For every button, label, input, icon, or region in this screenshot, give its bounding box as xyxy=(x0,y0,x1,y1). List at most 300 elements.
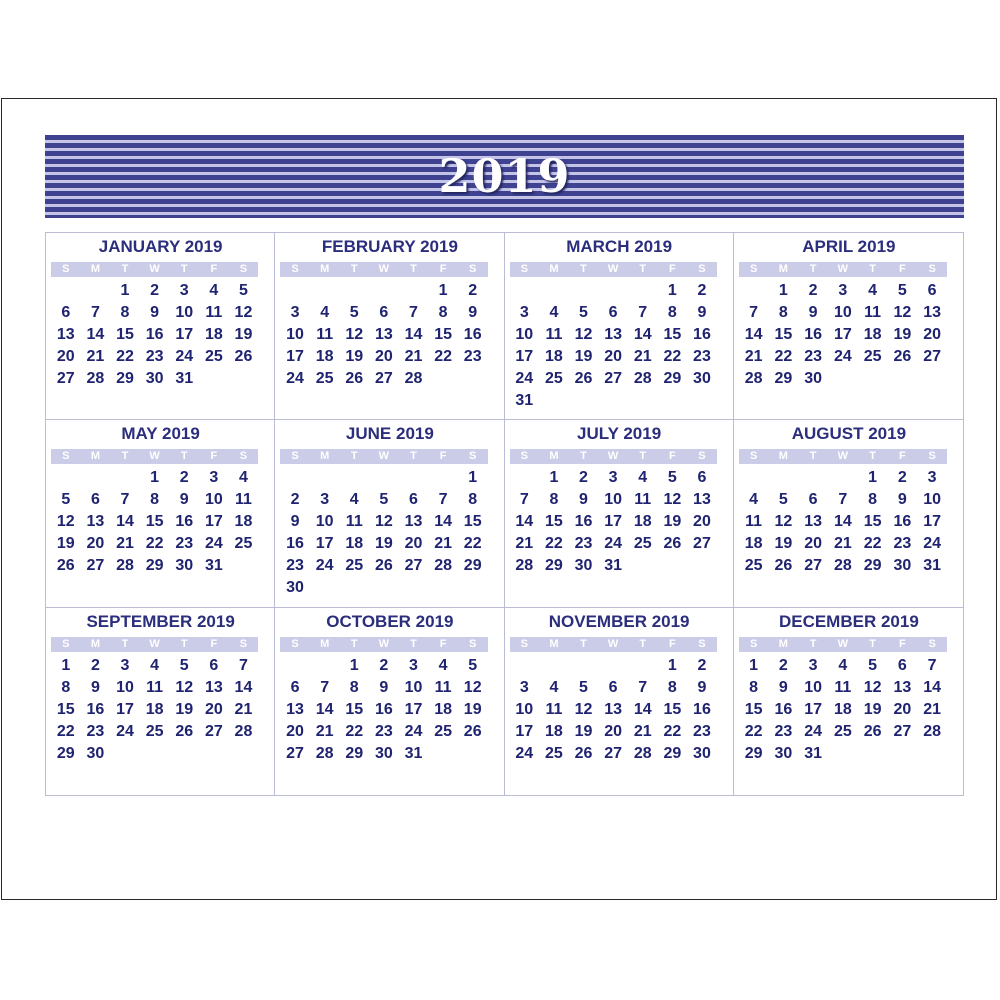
day-number: 16 xyxy=(374,700,393,718)
day-number: 4 xyxy=(749,491,759,509)
weekday-letter: S xyxy=(520,450,528,463)
day-number: 13 xyxy=(286,700,304,718)
day-number: 10 xyxy=(515,700,534,718)
day-number: 26 xyxy=(345,370,364,387)
day-number: 21 xyxy=(315,722,334,740)
day-number: 26 xyxy=(463,722,482,740)
day-number: 30 xyxy=(574,557,593,575)
day-number: 5 xyxy=(579,678,588,696)
day-number: 3 xyxy=(608,469,618,487)
day-number: 7 xyxy=(320,678,330,696)
day-number: 21 xyxy=(116,535,134,553)
day-number: 17 xyxy=(604,513,623,531)
day-number: 30 xyxy=(86,744,105,762)
day-number: 12 xyxy=(374,513,393,531)
weekday-letter: T xyxy=(180,637,188,650)
day-number: 15 xyxy=(545,513,563,531)
day-number: 25 xyxy=(633,535,652,553)
month-block xyxy=(734,233,963,420)
day-number: 29 xyxy=(145,557,164,575)
day-number: 12 xyxy=(774,513,793,531)
day-number: 10 xyxy=(923,491,942,509)
day-number: 17 xyxy=(515,348,534,365)
day-number: 4 xyxy=(549,678,559,696)
day-number: 26 xyxy=(574,744,593,762)
day-number: 21 xyxy=(515,535,534,553)
weekday-letter: T xyxy=(809,263,817,275)
day-number: 7 xyxy=(238,656,248,674)
month-block xyxy=(734,608,963,795)
day-number: 24 xyxy=(515,744,534,762)
day-number: 20 xyxy=(86,535,105,553)
weekday-letter: W xyxy=(378,263,390,275)
day-number: 23 xyxy=(463,348,482,365)
day-number: 5 xyxy=(667,469,677,487)
day-number: 6 xyxy=(379,304,389,321)
weekday-letter: T xyxy=(350,637,358,650)
day-number: 13 xyxy=(604,326,623,343)
day-number: 19 xyxy=(234,326,253,343)
day-number: 21 xyxy=(633,348,652,365)
weekday-letter: T xyxy=(180,450,188,463)
day-number: 23 xyxy=(893,535,912,553)
weekday-letter: M xyxy=(549,263,559,275)
day-number: 17 xyxy=(923,513,942,531)
day-number: 1 xyxy=(778,282,788,299)
day-number: 24 xyxy=(604,535,623,553)
day-number: 19 xyxy=(574,348,593,365)
weekday-letter: S xyxy=(698,263,706,275)
month-title: DECEMBER 2019 xyxy=(778,611,919,631)
day-number: 20 xyxy=(286,722,304,740)
day-number: 8 xyxy=(120,304,130,321)
weekday-letter: M xyxy=(549,637,559,650)
day-number: 28 xyxy=(86,370,105,387)
day-number: 26 xyxy=(56,557,75,575)
empty-day-cell xyxy=(598,280,628,302)
day-number: 2 xyxy=(290,491,300,509)
month-block xyxy=(46,233,275,420)
month-title: OCTOBER 2019 xyxy=(326,611,454,631)
day-grid xyxy=(739,467,947,577)
day-number: 9 xyxy=(808,304,818,321)
weekday-letter: S xyxy=(291,637,299,650)
day-number: 19 xyxy=(345,348,364,365)
day-number: 14 xyxy=(234,678,253,696)
day-number: 17 xyxy=(175,326,194,343)
weekday-header xyxy=(280,449,487,464)
weekday-letter: F xyxy=(439,450,447,463)
weekday-letter: W xyxy=(607,263,619,275)
empty-day-cell xyxy=(769,467,799,489)
month-title: AUGUST 2019 xyxy=(791,424,907,444)
day-number: 29 xyxy=(863,557,882,575)
day-number: 30 xyxy=(175,557,194,575)
day-number: 7 xyxy=(927,656,937,674)
day-number: 16 xyxy=(693,326,711,343)
weekday-letter: S xyxy=(698,637,706,650)
day-number: 31 xyxy=(175,370,194,387)
day-number: 8 xyxy=(438,304,448,321)
day-number: 25 xyxy=(545,744,563,762)
day-number: 20 xyxy=(374,348,393,365)
day-number: 9 xyxy=(579,491,588,509)
empty-day-cell xyxy=(628,655,658,677)
day-number: 11 xyxy=(834,678,852,696)
month-block xyxy=(734,420,963,607)
day-number: 26 xyxy=(175,722,194,740)
day-number: 25 xyxy=(204,348,223,365)
day-number: 3 xyxy=(320,491,330,509)
weekday-letter: S xyxy=(469,450,477,463)
day-number: 2 xyxy=(179,469,189,487)
weekday-header xyxy=(739,262,947,277)
weekday-letter: M xyxy=(549,450,559,463)
weekday-letter: S xyxy=(520,263,528,275)
day-number: 11 xyxy=(545,326,563,343)
day-number: 5 xyxy=(349,304,359,321)
day-number: 12 xyxy=(574,326,593,343)
day-number: 31 xyxy=(515,392,534,409)
day-number: 14 xyxy=(744,326,763,343)
day-number: 16 xyxy=(463,326,482,343)
day-number: 4 xyxy=(209,282,219,299)
month-title: MARCH 2019 xyxy=(566,237,673,256)
day-number: 16 xyxy=(693,700,711,718)
weekday-letter: W xyxy=(378,450,390,463)
day-number: 22 xyxy=(774,348,793,365)
empty-day-cell xyxy=(539,280,569,302)
day-number: 27 xyxy=(286,744,304,762)
day-number: 8 xyxy=(749,678,759,696)
month-block xyxy=(46,608,275,795)
day-number: 12 xyxy=(663,491,682,509)
day-number: 5 xyxy=(778,491,788,509)
day-number: 9 xyxy=(179,491,189,509)
day-number: 24 xyxy=(204,535,223,553)
day-number: 26 xyxy=(663,535,682,553)
day-number: 19 xyxy=(663,513,682,531)
day-number: 4 xyxy=(438,656,448,674)
weekday-letter: T xyxy=(639,637,647,650)
day-number: 5 xyxy=(61,491,71,509)
empty-day-cell xyxy=(399,467,429,489)
day-number: 5 xyxy=(379,491,389,509)
day-number: 11 xyxy=(634,491,652,509)
day-number: 24 xyxy=(404,722,423,740)
day-number: 28 xyxy=(404,370,423,387)
day-number: 1 xyxy=(868,469,878,487)
day-number: 2 xyxy=(808,282,818,299)
empty-day-cell xyxy=(310,280,340,302)
day-number: 14 xyxy=(923,678,942,696)
month-title: JANUARY 2019 xyxy=(98,237,223,256)
day-number: 12 xyxy=(574,700,593,718)
day-grid xyxy=(280,655,487,765)
day-number: 28 xyxy=(633,744,652,762)
day-number: 10 xyxy=(604,491,623,509)
day-number: 28 xyxy=(833,557,852,575)
day-number: 2 xyxy=(90,656,100,674)
month-block xyxy=(275,233,504,420)
empty-day-cell xyxy=(628,280,658,302)
day-number: 10 xyxy=(175,304,194,321)
day-number: 27 xyxy=(56,370,75,387)
day-number: 8 xyxy=(667,678,677,696)
day-number: 31 xyxy=(604,557,623,575)
day-number: 4 xyxy=(638,469,648,487)
empty-day-cell xyxy=(598,655,628,677)
empty-day-cell xyxy=(739,280,769,302)
day-number: 7 xyxy=(90,304,100,321)
day-number: 26 xyxy=(374,557,393,575)
day-number: 30 xyxy=(693,744,711,762)
weekday-letter: W xyxy=(378,637,390,650)
day-number: 18 xyxy=(863,326,882,343)
day-number: 30 xyxy=(374,744,393,762)
day-number: 16 xyxy=(145,326,164,343)
weekday-letter: S xyxy=(239,450,248,463)
day-number: 3 xyxy=(179,282,189,299)
day-number: 28 xyxy=(744,370,763,387)
day-number: 26 xyxy=(774,557,793,575)
day-number: 11 xyxy=(316,326,334,343)
day-number: 28 xyxy=(116,557,134,575)
day-number: 17 xyxy=(515,722,534,740)
day-number: 2 xyxy=(778,656,788,674)
day-number: 4 xyxy=(349,491,359,509)
weekday-letter: S xyxy=(698,450,706,463)
day-number: 20 xyxy=(693,513,711,531)
day-number: 2 xyxy=(468,282,478,299)
empty-day-cell xyxy=(739,467,769,489)
day-number: 1 xyxy=(468,469,478,487)
weekday-letter: M xyxy=(778,637,788,650)
day-number: 4 xyxy=(150,656,160,674)
day-number: 23 xyxy=(145,348,164,365)
day-number: 30 xyxy=(804,370,823,387)
day-number: 25 xyxy=(234,535,253,553)
day-number: 3 xyxy=(838,282,848,299)
day-number: 22 xyxy=(463,535,482,553)
day-number: 8 xyxy=(549,491,559,509)
day-number: 19 xyxy=(463,700,482,718)
day-number: 1 xyxy=(120,282,130,299)
day-number: 6 xyxy=(808,491,818,509)
day-number: 5 xyxy=(179,656,189,674)
day-grid xyxy=(51,467,258,577)
day-number: 29 xyxy=(56,744,75,762)
day-number: 15 xyxy=(116,326,134,343)
day-number: 25 xyxy=(145,722,164,740)
day-number: 21 xyxy=(923,700,942,718)
day-number: 22 xyxy=(434,348,452,365)
day-number: 31 xyxy=(204,557,223,575)
weekday-letter: F xyxy=(210,637,218,650)
day-number: 17 xyxy=(833,326,852,343)
day-number: 11 xyxy=(146,678,164,696)
day-number: 9 xyxy=(697,304,707,321)
day-number: 17 xyxy=(286,348,304,365)
day-number: 12 xyxy=(345,326,364,343)
day-number: 28 xyxy=(234,722,253,740)
empty-day-cell xyxy=(280,467,310,489)
weekday-letter: S xyxy=(469,263,477,275)
day-number: 6 xyxy=(61,304,71,321)
day-number: 25 xyxy=(345,557,364,575)
day-number: 23 xyxy=(774,722,793,740)
day-number: 16 xyxy=(774,700,793,718)
weekday-letter: S xyxy=(62,263,70,275)
day-number: 10 xyxy=(204,491,223,509)
day-number: 8 xyxy=(667,304,677,321)
day-number: 14 xyxy=(116,513,134,531)
day-number: 4 xyxy=(868,282,878,299)
month-title: SEPTEMBER 2019 xyxy=(86,611,235,631)
day-number: 28 xyxy=(923,722,942,740)
month-title: JUNE 2019 xyxy=(345,424,434,444)
day-number: 24 xyxy=(315,557,334,575)
day-number: 11 xyxy=(864,304,882,321)
day-number: 10 xyxy=(515,326,534,343)
day-number: 12 xyxy=(56,513,75,531)
day-number: 5 xyxy=(868,656,878,674)
weekday-letter: T xyxy=(639,263,647,275)
weekday-letter: S xyxy=(239,637,248,650)
weekday-letter: S xyxy=(62,450,70,463)
weekday-letter: S xyxy=(62,637,70,650)
weekday-letter: F xyxy=(899,263,906,275)
day-number: 3 xyxy=(209,469,219,487)
day-number: 18 xyxy=(204,326,223,343)
day-number: 6 xyxy=(897,656,907,674)
day-number: 31 xyxy=(404,744,423,762)
day-number: 13 xyxy=(693,491,711,509)
empty-day-cell xyxy=(51,280,81,302)
weekday-letter: S xyxy=(520,637,528,650)
day-number: 8 xyxy=(349,678,359,696)
day-number: 27 xyxy=(604,370,623,387)
day-number: 16 xyxy=(286,535,304,553)
day-number: 29 xyxy=(744,744,763,762)
day-number: 13 xyxy=(893,678,912,696)
day-number: 30 xyxy=(286,579,304,597)
weekday-letter: W xyxy=(837,450,849,463)
day-number: 9 xyxy=(150,304,160,321)
day-number: 9 xyxy=(468,304,478,321)
day-number: 6 xyxy=(90,491,100,509)
weekday-letter: S xyxy=(291,450,299,463)
day-number: 9 xyxy=(379,678,389,696)
day-number: 24 xyxy=(116,722,134,740)
day-number: 18 xyxy=(545,348,563,365)
month-block xyxy=(275,420,504,607)
month-block xyxy=(505,233,734,420)
day-number: 14 xyxy=(434,513,452,531)
day-number: 3 xyxy=(290,304,300,321)
day-number: 20 xyxy=(804,535,823,553)
day-number: 24 xyxy=(175,348,194,365)
weekday-letter: T xyxy=(639,450,647,463)
day-number: 9 xyxy=(90,678,100,696)
day-number: 15 xyxy=(774,326,793,343)
day-number: 29 xyxy=(116,370,134,387)
day-number: 4 xyxy=(838,656,848,674)
day-number: 16 xyxy=(175,513,194,531)
day-number: 25 xyxy=(744,557,763,575)
weekday-header xyxy=(510,637,717,652)
day-number: 3 xyxy=(927,469,937,487)
empty-day-cell xyxy=(81,467,111,489)
weekday-letter: W xyxy=(837,637,849,650)
day-number: 14 xyxy=(633,700,652,718)
day-number: 10 xyxy=(804,678,823,696)
day-number: 1 xyxy=(549,469,559,487)
day-number: 20 xyxy=(56,348,75,365)
day-number: 29 xyxy=(774,370,793,387)
empty-day-cell xyxy=(510,280,540,302)
day-number: 28 xyxy=(515,557,534,575)
weekday-letter: F xyxy=(899,637,906,650)
day-number: 24 xyxy=(923,535,942,553)
weekday-letter: M xyxy=(90,637,100,650)
day-number: 27 xyxy=(693,535,711,553)
empty-day-cell xyxy=(798,467,828,489)
day-number: 23 xyxy=(175,535,194,553)
day-number: 2 xyxy=(579,469,588,487)
day-number: 20 xyxy=(604,722,623,740)
day-number: 6 xyxy=(409,491,418,509)
weekday-letter: T xyxy=(869,637,876,650)
day-number: 18 xyxy=(744,535,763,553)
weekday-letter: S xyxy=(239,263,248,275)
day-number: 11 xyxy=(545,700,563,718)
day-number: 19 xyxy=(774,535,793,553)
weekday-letter: M xyxy=(320,450,330,463)
weekday-letter: W xyxy=(149,263,160,275)
day-number: 5 xyxy=(579,304,588,321)
weekday-letter: M xyxy=(90,263,100,275)
weekday-header xyxy=(739,637,947,652)
day-number: 17 xyxy=(804,700,823,718)
day-grid xyxy=(280,280,487,390)
day-number: 21 xyxy=(404,348,423,365)
day-number: 1 xyxy=(667,282,677,299)
empty-day-cell xyxy=(428,467,458,489)
weekday-header xyxy=(51,449,258,464)
empty-day-cell xyxy=(110,467,140,489)
day-number: 14 xyxy=(833,513,852,531)
weekday-header xyxy=(51,637,258,652)
empty-day-cell xyxy=(339,280,369,302)
weekday-letter: T xyxy=(410,637,417,650)
day-number: 14 xyxy=(86,326,105,343)
day-number: 8 xyxy=(150,491,160,509)
day-number: 26 xyxy=(234,348,253,365)
day-number: 9 xyxy=(697,678,707,696)
day-number: 29 xyxy=(545,557,563,575)
day-number: 29 xyxy=(663,370,682,387)
day-number: 15 xyxy=(663,326,682,343)
weekday-header xyxy=(51,262,258,277)
day-number: 18 xyxy=(234,513,253,531)
weekday-letter: M xyxy=(778,450,788,463)
day-number: 13 xyxy=(204,678,223,696)
day-number: 17 xyxy=(204,513,223,531)
year-title: 2019 xyxy=(438,149,571,203)
day-number: 15 xyxy=(145,513,164,531)
empty-day-cell xyxy=(569,655,599,677)
